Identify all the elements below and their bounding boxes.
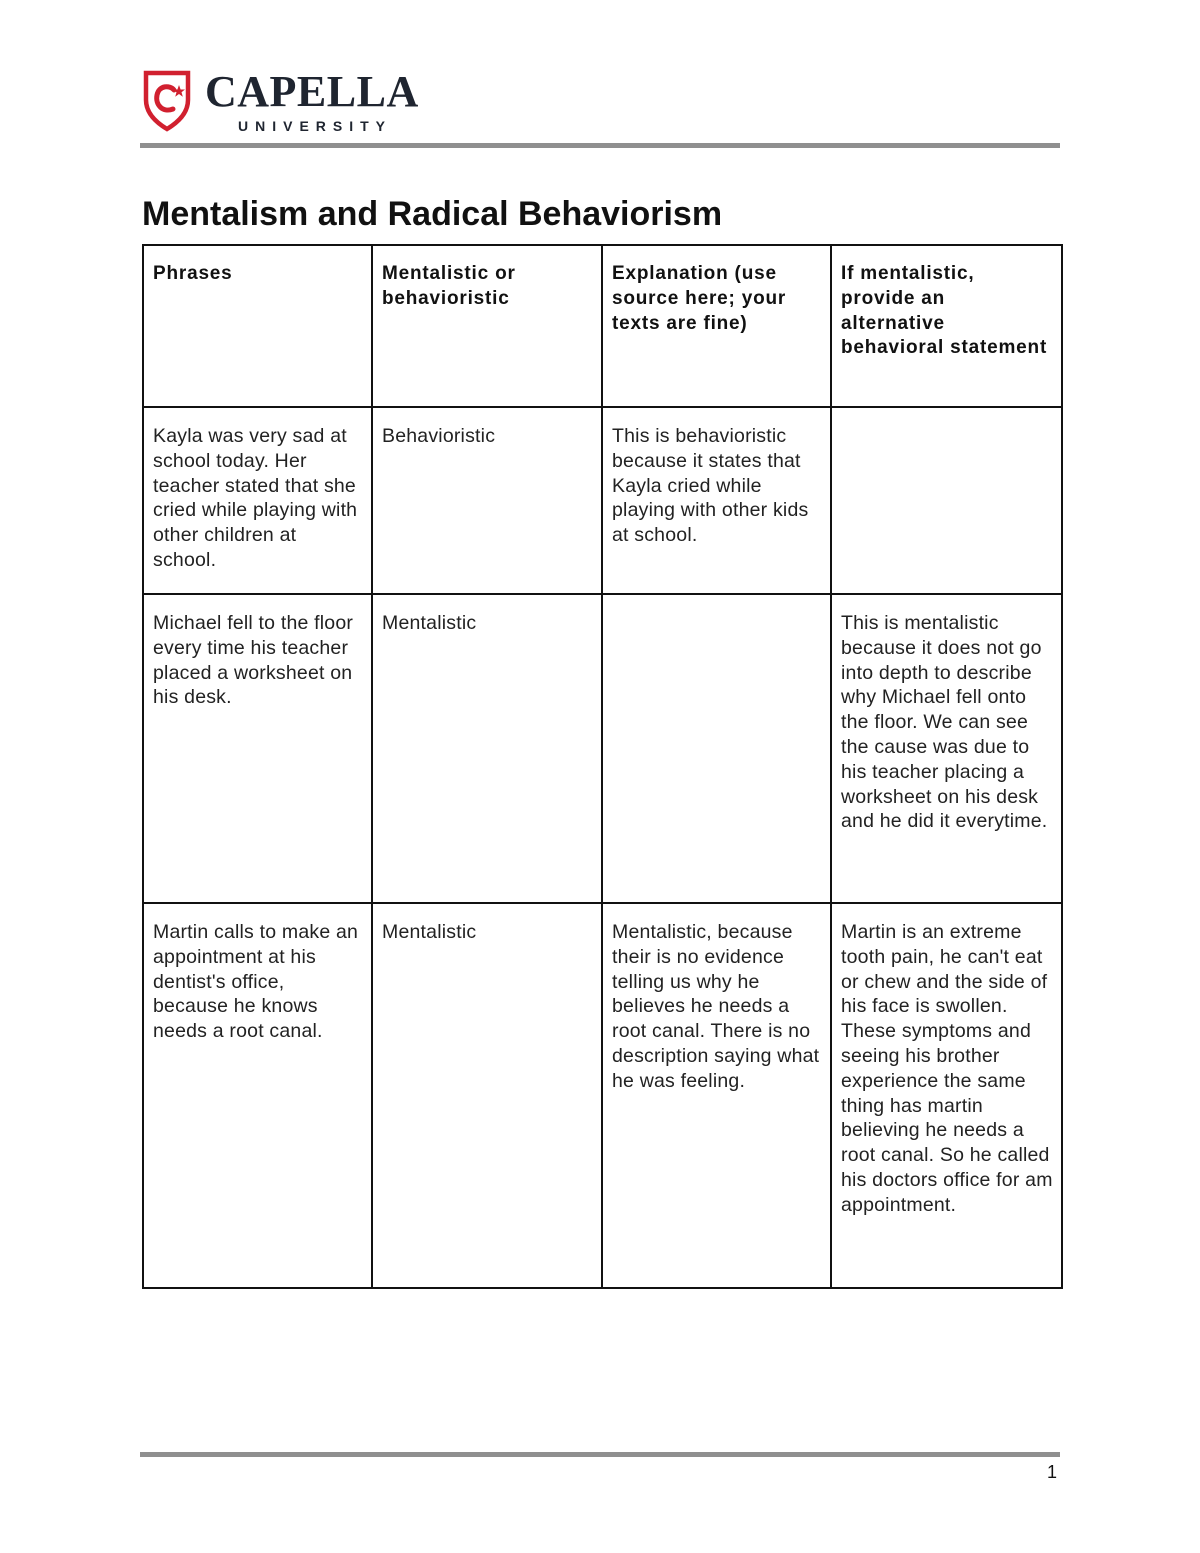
cell-alternative: Martin is an extreme tooth pain, he can't eat or chew and the side of his face is swollen. These symptoms and seeing his brother experience the same thing has martin believing he needs a root canal. So he called his doctors office for am appointment. xyxy=(831,903,1062,1288)
capella-shield-icon xyxy=(143,70,191,132)
cell-classification: Mentalistic xyxy=(372,594,602,903)
logo-subtitle: UNIVERSITY xyxy=(238,118,393,134)
behaviorism-table xyxy=(142,244,1063,1289)
cell-alternative: This is mentalistic because it does not go into depth to describe why Michael fell onto the floor. We can see the cause was due to his teacher placing a worksheet on his desk and he did it everytime. xyxy=(831,594,1062,903)
footer-divider xyxy=(140,1452,1060,1457)
cell-phrase: Michael fell to the floor every time his teacher placed a worksheet on his desk. xyxy=(143,594,372,903)
cell-explanation: Mentalistic, because their is no evidence telling us why he believes he needs a root canal. There is no description saying what he was feeling. xyxy=(602,903,831,1288)
cell-classification: Mentalistic xyxy=(372,903,602,1288)
cell-classification: Behavioristic xyxy=(372,407,602,594)
page-number: 1 xyxy=(1046,1462,1057,1482)
table-row xyxy=(143,407,1062,594)
cell-phrase: Martin calls to make an appointment at his dentist's office, because he knows needs a root canal. xyxy=(143,903,372,1288)
table-row xyxy=(143,903,1062,1288)
table-header-row xyxy=(143,245,1062,407)
column-header-explanation: Explanation (use source here; your texts are fine) xyxy=(602,245,831,407)
column-header-phrases: Phrases xyxy=(143,245,372,407)
cell-phrase: Kayla was very sad at school today. Her teacher stated that she cried while playing with other children at school. xyxy=(143,407,372,594)
column-header-alternative: If mentalistic, provide an alternative behavioral statement xyxy=(831,245,1062,407)
header-divider xyxy=(140,143,1060,148)
cell-explanation xyxy=(602,594,831,903)
table-row xyxy=(143,594,1062,903)
page-title: Mentalism and Radical Behaviorism xyxy=(142,195,723,233)
capella-logo xyxy=(143,67,419,134)
cell-explanation: This is behavioristic because it states that Kayla cried while playing with other kids at school. xyxy=(602,407,831,594)
cell-alternative xyxy=(831,407,1062,594)
column-header-classification: Mentalistic or behavioristic xyxy=(372,245,602,407)
logo-name: CAPELLA xyxy=(205,67,419,116)
